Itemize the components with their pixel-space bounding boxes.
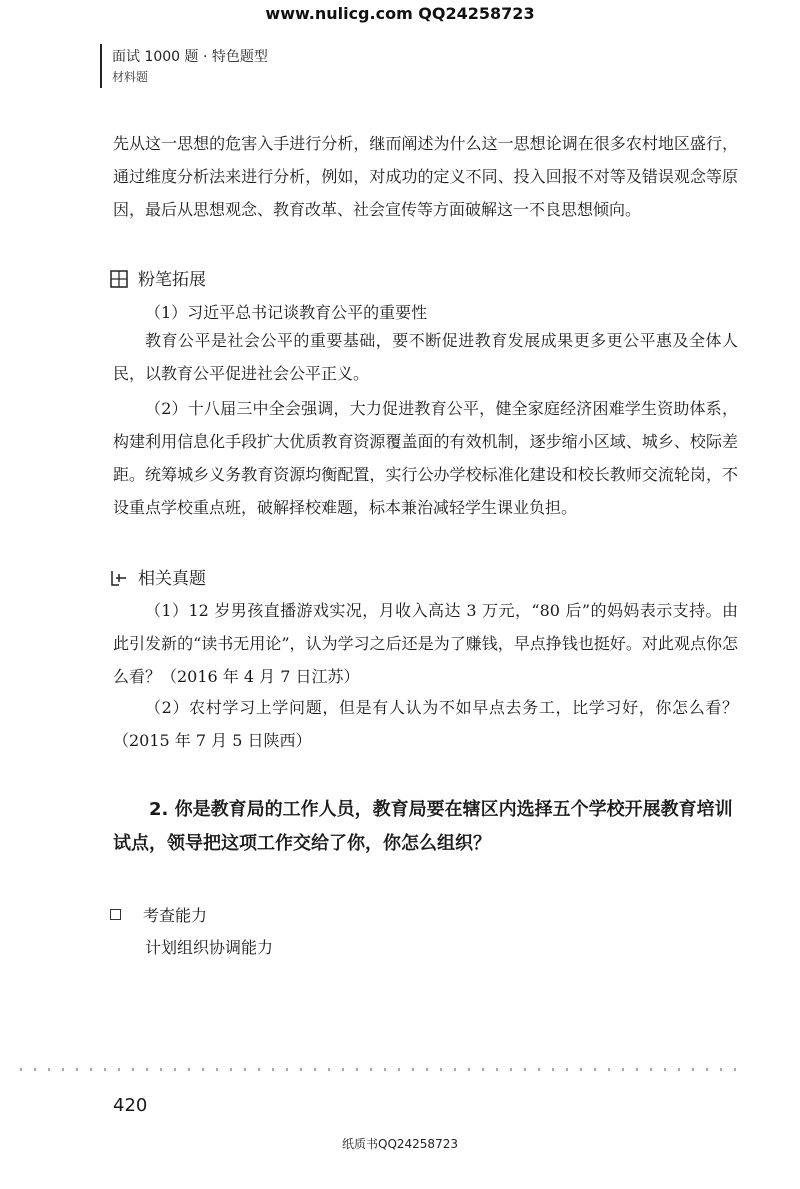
ability-box-icon: [110, 909, 121, 920]
page-number: 420: [113, 1095, 148, 1116]
related-heading-text: 相关真题: [138, 569, 206, 589]
ability-body: 计划组织协调能力: [145, 938, 274, 957]
intro-paragraph: 先从这一思想的危害入手进行分析，继而阐述为什么这一思想论调在很多农村地区盛行，通过维度分析法来进行分析，例如，对成功的定义不同、投入回报不对等及错误观念等原因，最后从思想观念、教育改革、社会宣传等方面破解这一不良思想倾向。: [113, 134, 738, 219]
related-item-2: （2）农村学习上学问题，但是有人认为不如早点去务工，比学习好，你怎么看？（2015 年 7 月 5 日陕西）: [113, 698, 738, 750]
ability-heading-text: 考查能力: [143, 906, 208, 925]
related-item-1: （1）12 岁男孩直播游戏实况，月收入高达 3 万元，“80 后”的妈妈表示支持。由此引发新的“读书无用论”，认为学习之后还是为了赚钱，早点挣钱也挺好。对此观点你怎么看？（2016 年 4 月 7 日江苏）: [113, 601, 738, 686]
chalk-icon: [110, 270, 128, 288]
section-subtitle: 材料题: [112, 70, 149, 84]
related-questions-heading: [110, 564, 206, 589]
book-title: 面试 1000 题 · 特色题型: [112, 49, 268, 65]
top-watermark: www.nulicg.com QQ24258723: [265, 4, 535, 23]
chalk-item-2-body: （2）十八届三中全会强调，大力促进教育公平，健全家庭经济困难学生资助体系，构建利用信息化手段扩大优质教育资源覆盖面的有效机制，逐步缩小区域、城乡、校际差距。统筹城乡义务教育资源均衡配置，实行公办学校标准化建设和校长教师交流轮岗，不设重点学校重点班，破解择校难题，标本兼治减轻学生课业负担。: [113, 399, 738, 517]
ability-heading: [110, 903, 207, 926]
question-2: 2. 你是教育局的工作人员，教育局要在辖区内选择五个学校开展教育培训试点，领导把这项工作交给了你，你怎么组织？: [113, 799, 733, 854]
bottom-watermark: 纸质书QQ24258723: [342, 1137, 458, 1151]
chalk-extension-heading: [110, 265, 206, 290]
scan-noise: [20, 1068, 740, 1071]
chalk-item-1-title: （1）习近平总书记谈教育公平的重要性: [145, 303, 428, 322]
chalk-heading-text: 粉笔拓展: [138, 270, 206, 290]
related-icon: [110, 569, 128, 587]
chalk-item-1-body: 教育公平是社会公平的重要基础，要不断促进教育发展成果更多更公平惠及全体人民，以教育公平促进社会公平正义。: [113, 331, 738, 383]
header-divider: [100, 44, 102, 88]
